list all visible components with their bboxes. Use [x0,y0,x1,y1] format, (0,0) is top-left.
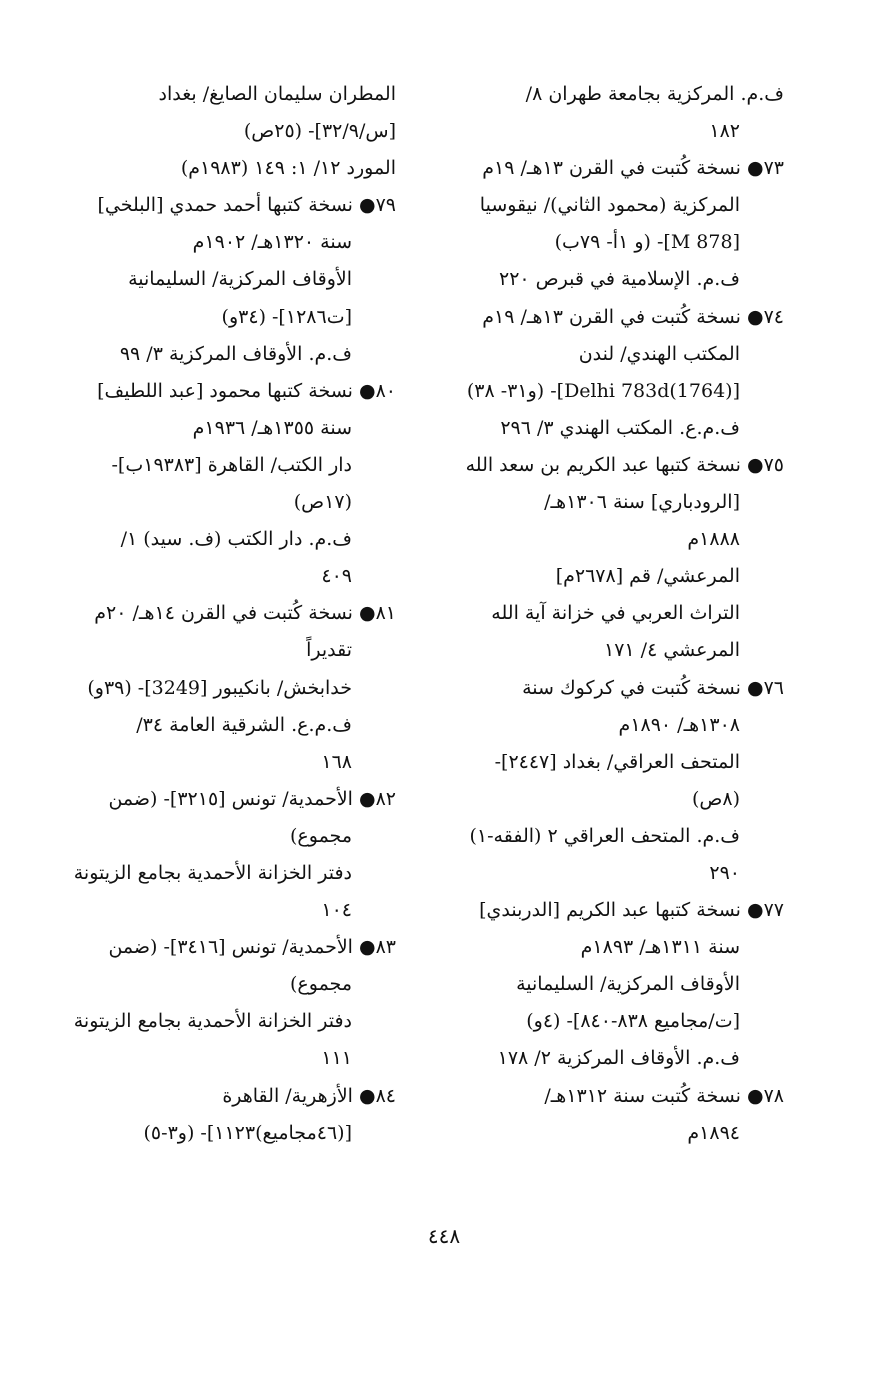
entry-heading: ٨٢● الأحمدية/ تونس [٣٢١٥]- (ضمن [108,787,396,810]
text-line: المورد ١٢/ ١: ١٤٩ (١٩٨٣م) [180,157,396,180]
text-line: (٨ص) [691,787,740,810]
text-line: [س/٣٢/٩]- (٢٥ص) [243,120,396,143]
text-line: سنة ١٣٢٠هـ/ ١٩٠٢م [192,231,352,254]
entry-block [442,1078,784,1152]
left-column [52,76,396,1152]
entry-block [52,595,396,780]
entry-block [52,781,396,929]
text-line: ٢٩٠ [709,861,740,884]
text-line: الأوقاف المركزية/ السليمانية [128,268,352,291]
entry-block [442,670,784,893]
entry-heading: ٧٩● نسخة كتبها أحمد حمدي [البلخي] [97,194,396,217]
text-line: ف.م. الأوقاف المركزية ٣/ ٩٩ [119,342,352,365]
entry-block [52,76,396,187]
text-line: دار الكتب/ القاهرة [١٩٣٨٣ب]- [111,453,352,476]
text-line: ف.م. المركزية بجامعة طهران ٨/ [525,83,784,105]
entry-block [52,929,396,1077]
text-line: ١٨٩٤م [687,1121,740,1144]
entry-block [442,892,784,1077]
text-line: ١٦٨ [321,750,352,773]
text-line: ف.م. المتحف العراقي ٢ (الفقه-١) [469,824,740,847]
text-line: المتحف العراقي/ بغداد [٢٤٤٧]- [494,750,740,773]
entry-heading: ٧٦● نسخة كُتبت في كركوك سنة [522,676,784,699]
text-line: ١٨٨٨م [687,528,740,551]
text-line: المطران سليمان الصايغ/ بغداد [158,83,396,105]
entry-heading: ٧٤● نسخة كُتبت في القرن ١٣هـ/ ١٩م [482,305,784,328]
entry-heading: ٨٣● الأحمدية/ تونس [٣٤١٦]- (ضمن [108,936,396,959]
text-line: التراث العربي في خزانة آية الله [491,602,740,625]
entry-block [442,76,784,150]
entry-block [442,447,784,670]
entry-heading: ٨٤● الأزهرية/ القاهرة [222,1084,396,1107]
text-line: [(٤٦مجاميع)١١٢٣]- (و٣-٥) [143,1121,352,1144]
entry-heading: ٧٧● نسخة كتبها عبد الكريم [الدربندي] [479,899,784,922]
text-line: دفتر الخزانة الأحمدية بجامع الزيتونة [73,1010,352,1033]
text-line: المرعشي/ قم [٢٦٧٨م] [555,565,740,588]
text-line: [ت١٢٨٦]- (٣٤و) [221,305,352,328]
text-line: سنة ١٣١١هـ/ ١٨٩٣م [580,936,740,959]
entry-heading: ٧٥● نسخة كتبها عبد الكريم بن سعد الله [465,453,784,476]
text-line: تقديراً [306,639,352,662]
entry-block [442,299,784,447]
text-line: المكتب الهندي/ لندن [578,342,740,365]
text-line: ف.م. الأوقاف المركزية ٢/ ١٧٨ [497,1047,740,1070]
text-line: دفتر الخزانة الأحمدية بجامع الزيتونة [73,861,352,884]
text-line: ف.م. الإسلامية في قبرص ٢٢٠ [499,268,740,291]
text-line: ف.م. دار الكتب (ف. سيد) ١/ [120,528,352,551]
text-line: (١٧ص) [293,491,352,514]
text-line: [ت/مجاميع ٨٣٨-٨٤٠]- (٤و) [526,1010,740,1033]
text-line: [M 878]- (و ١أ- ٧٩ب) [554,231,740,254]
text-line: ١١١ [321,1047,352,1070]
entry-heading: ٧٨● نسخة كُتبت سنة ١٣١٢هـ/ [544,1084,784,1107]
entry-block [52,1078,396,1152]
text-line: مجموع) [290,973,352,996]
entry-heading: ٧٣● نسخة كُتبت في القرن ١٣هـ/ ١٩م [482,157,784,180]
entry-block [52,373,396,596]
text-line: سنة ١٣٥٥هـ/ ١٩٣٦م [192,416,352,439]
text-line: [Delhi 783d(1764)]- (و٣١- ٣٨) [466,379,740,402]
text-line: ١٨٢ [709,120,740,143]
entry-block [442,150,784,298]
right-column [442,76,784,1152]
text-line: مجموع) [290,824,352,847]
page-number: ٤٤٨ [427,1224,461,1248]
entry-block [52,187,396,372]
text-line: ف.م.ع. الشرقية العامة ٣٤/ [136,713,352,736]
text-line: المركزية (محمود الثاني)/ نيقوسيا [479,194,740,217]
text-line: ١٣٠٨هـ/ ١٨٩٠م [618,713,740,736]
text-line: المرعشي ٤/ ١٧١ [604,639,740,662]
text-line: ٤٠٩ [321,565,352,588]
entry-heading: ٨٠● نسخة كتبها محمود [عبد اللطيف] [97,379,396,402]
text-line: ١٠٤ [321,899,352,922]
text-line: خدابخش/ بانكيبور [3249]- (٣٩و) [87,676,352,699]
text-line: [الرودباري] سنة ١٣٠٦هـ/ [544,491,740,514]
entry-heading: ٨١● نسخة كُتبت في القرن ١٤هـ/ ٢٠م [94,602,396,625]
text-line: ف.م.ع. المكتب الهندي ٣/ ٢٩٦ [500,416,740,439]
text-line: الأوقاف المركزية/ السليمانية [516,973,740,996]
